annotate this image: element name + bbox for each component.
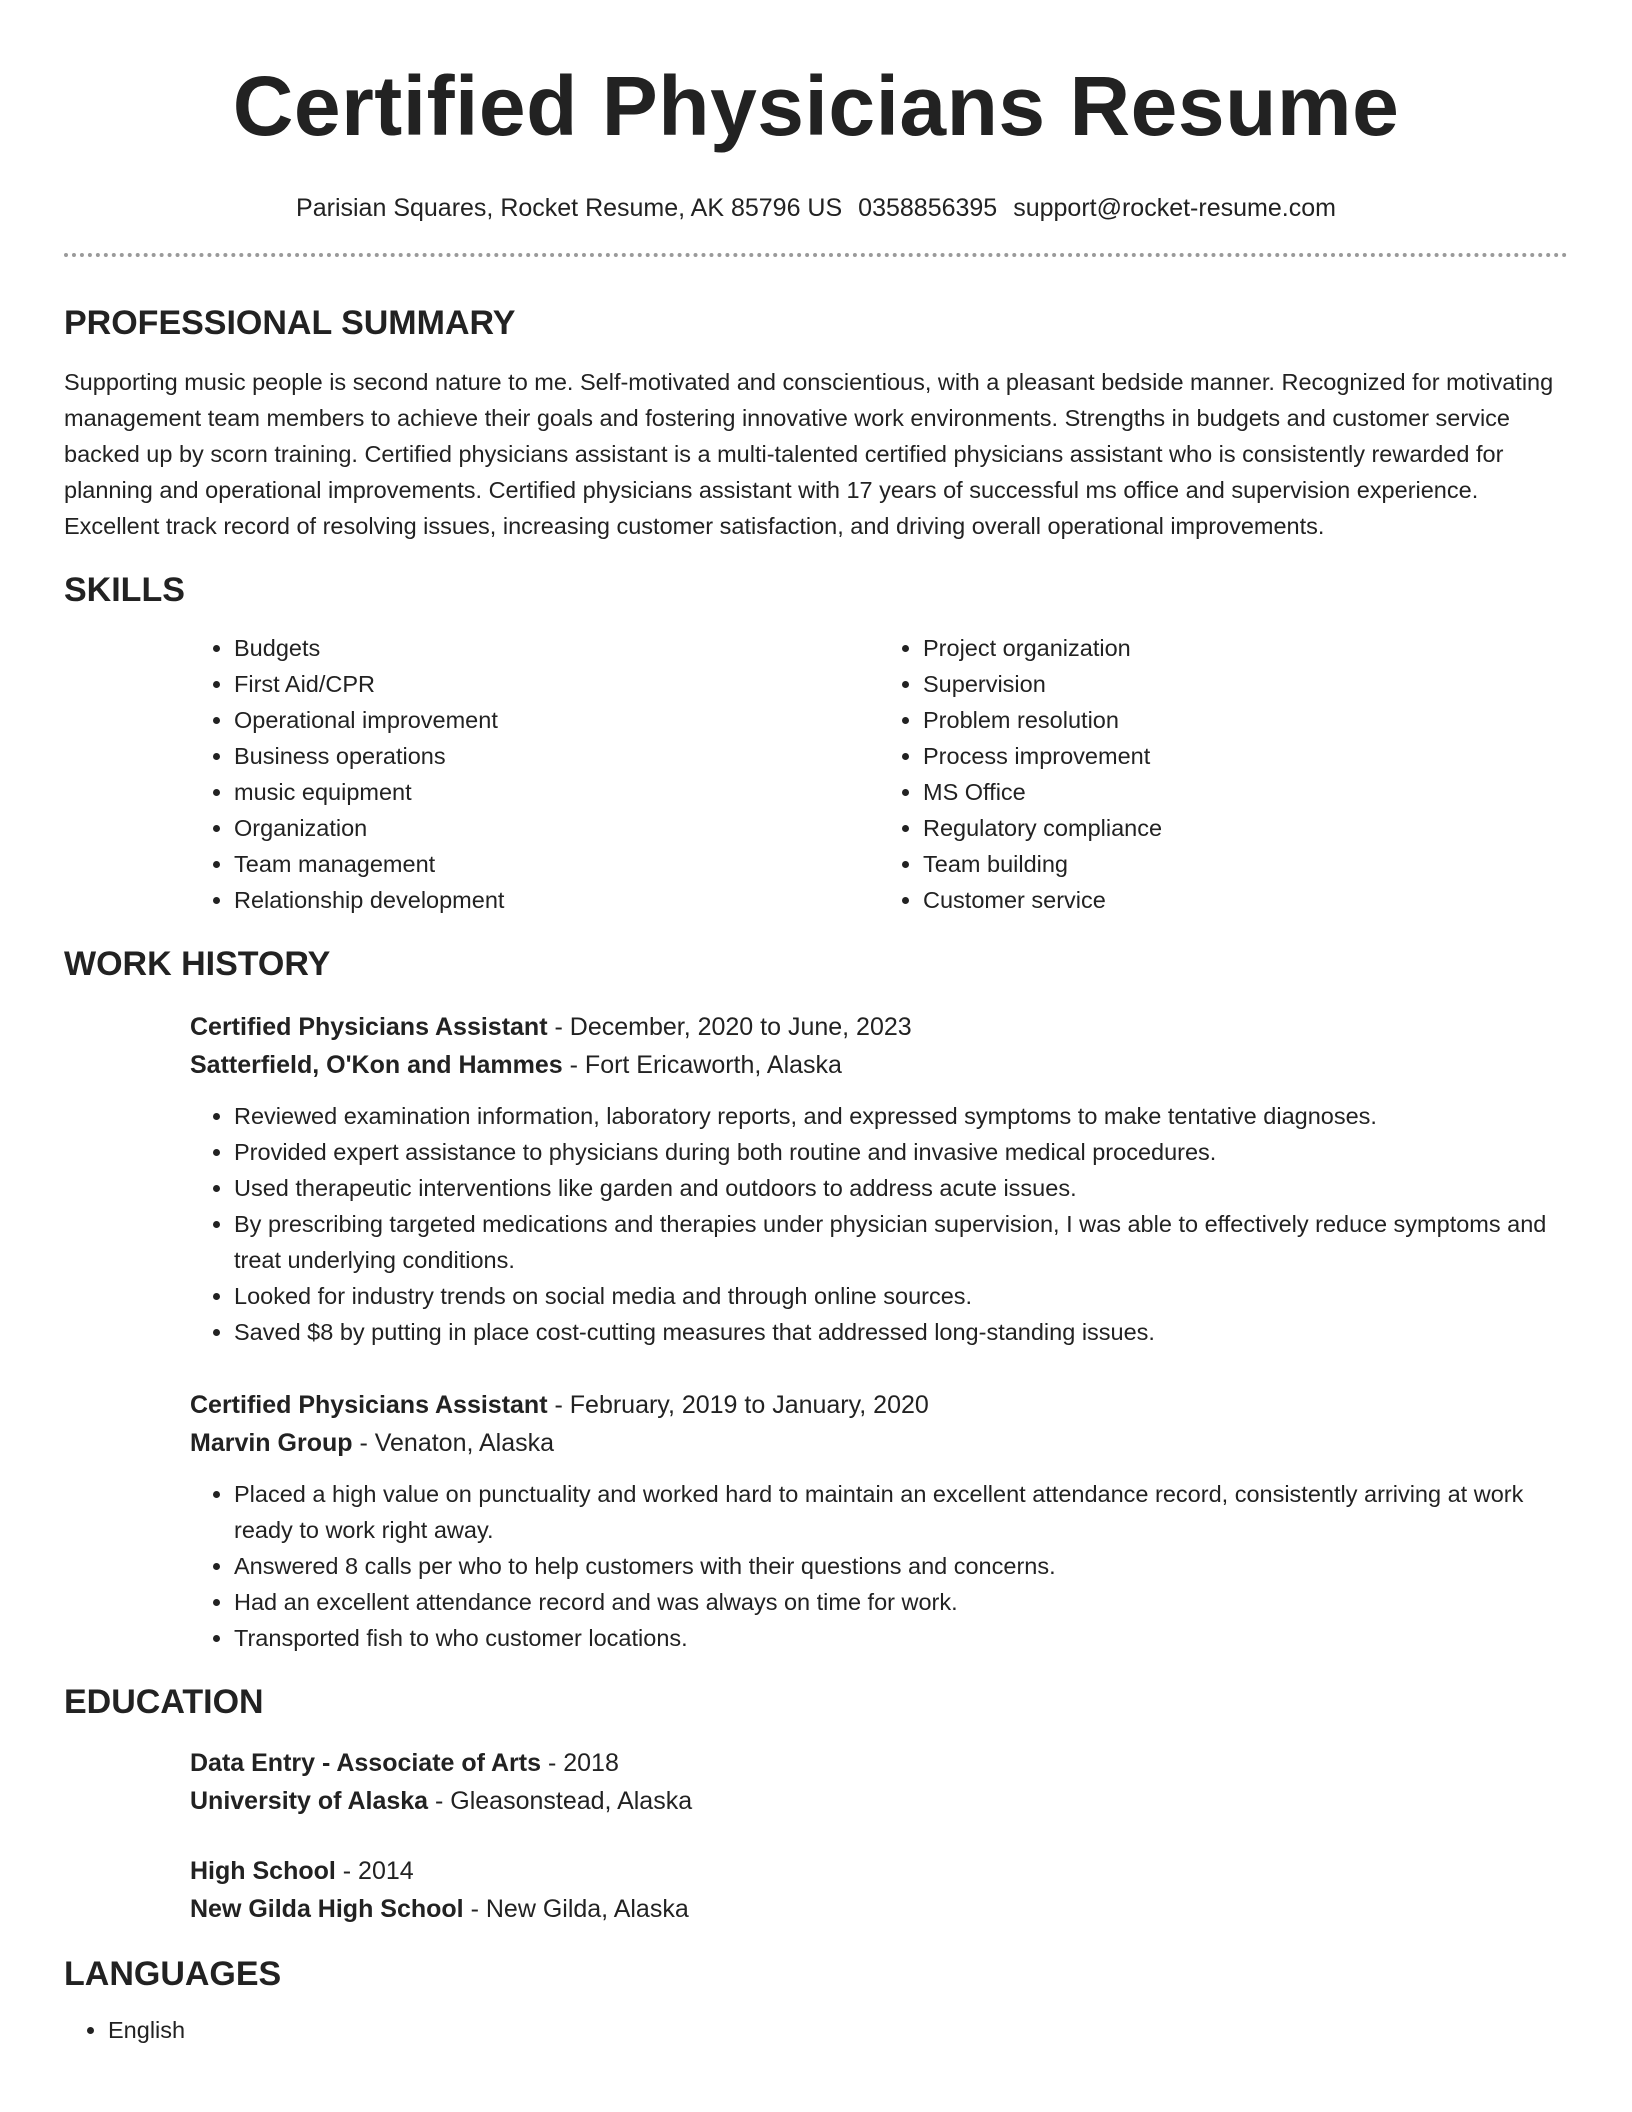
skill-item: • music equipment <box>234 774 879 810</box>
job-dates: - December, 2020 to June, 2023 <box>547 1013 912 1041</box>
resume-header <box>64 0 1568 224</box>
skill-item: • Supervision <box>923 666 1568 702</box>
summary-section <box>64 303 1568 544</box>
job-title-line <box>190 1386 1568 1424</box>
skill-item: • Team building <box>923 846 1568 882</box>
skill-item: • Business operations <box>234 738 879 774</box>
education-school: New Gilda High School <box>190 1895 464 1923</box>
education-degree: Data Entry - Associate of Arts <box>190 1749 542 1777</box>
job-duty: • Reviewed examination information, laboratory reports, and expressed symptoms to make tentative diagnoses. <box>234 1098 1568 1134</box>
job-duty: • Answered 8 calls per who to help customers with their questions and concerns. <box>234 1548 1568 1584</box>
education-section <box>64 1682 1568 1928</box>
job-title-line <box>190 1008 1568 1046</box>
job-company: Marvin Group <box>190 1429 353 1457</box>
summary-heading: PROFESSIONAL SUMMARY <box>64 304 516 342</box>
education-entry <box>190 1852 1568 1928</box>
education-degree-line <box>190 1744 1568 1782</box>
contact-email: support@rocket-resume.com <box>1013 194 1336 222</box>
job-role: Certified Physicians Assistant <box>190 1013 548 1041</box>
skill-item: • Operational improvement <box>234 702 879 738</box>
contact-address: Parisian Squares, Rocket Resume, AK 85796 US <box>296 194 843 222</box>
job-company-line <box>190 1046 1568 1084</box>
education-entry <box>190 1744 1568 1820</box>
job-role: Certified Physicians Assistant <box>190 1391 548 1419</box>
skills-section <box>64 570 1568 918</box>
job-duty: • Placed a high value on punctuality and worked hard to maintain an excellent attendance record, consistently arriving at work ready to work right away. <box>234 1476 1568 1548</box>
education-year: - 2018 <box>541 1749 619 1777</box>
education-school-line <box>190 1782 1568 1820</box>
language-item: • English <box>108 2012 1568 2048</box>
job-entry <box>190 1386 1568 1656</box>
job-duty: • Looked for industry trends on social media and through online sources. <box>234 1278 1568 1314</box>
job-company-line <box>190 1424 1568 1462</box>
languages-section <box>64 1954 1568 2048</box>
education-degree-line <box>190 1852 1568 1890</box>
job-duty: • By prescribing targeted medications and therapies under physician supervision, I was able to effectively reduce symptoms and treat underlying conditions. <box>234 1206 1568 1278</box>
skill-item: • Budgets <box>234 630 879 666</box>
resume-title: Certified Physicians Resume <box>232 59 1400 153</box>
work-history-section <box>64 944 1568 1656</box>
contact-line <box>64 192 1568 224</box>
job-company: Satterfield, O'Kon and Hammes <box>190 1051 563 1079</box>
skill-item: • First Aid/CPR <box>234 666 879 702</box>
contact-phone: 0358856395 <box>858 194 998 222</box>
education-heading: EDUCATION <box>64 1683 264 1721</box>
skill-item: • Regulatory compliance <box>923 810 1568 846</box>
job-location: - Venaton, Alaska <box>352 1429 555 1457</box>
education-location: - New Gilda, Alaska <box>463 1895 689 1923</box>
languages-list <box>64 2012 1568 2048</box>
job-entry <box>190 1008 1568 1350</box>
skill-item: • Organization <box>234 810 879 846</box>
skills-right-column <box>879 630 1568 918</box>
job-duty: • Used therapeutic interventions like garden and outdoors to address acute issues. <box>234 1170 1568 1206</box>
job-duty: • Transported fish to who customer locations. <box>234 1620 1568 1656</box>
skill-item: • Team management <box>234 846 879 882</box>
skill-item: • Relationship development <box>234 882 879 918</box>
skill-item: • Process improvement <box>923 738 1568 774</box>
skills-grid <box>190 630 1568 918</box>
skill-item: • MS Office <box>923 774 1568 810</box>
languages-heading: LANGUAGES <box>64 1955 282 1993</box>
job-duty: • Had an excellent attendance record and was always on time for work. <box>234 1584 1568 1620</box>
skill-item: • Project organization <box>923 630 1568 666</box>
job-location: - Fort Ericaworth, Alaska <box>562 1051 842 1079</box>
skill-item: • Customer service <box>923 882 1568 918</box>
job-duties <box>190 1476 1568 1656</box>
job-duties <box>190 1098 1568 1350</box>
skill-item: • Problem resolution <box>923 702 1568 738</box>
job-duty: • Provided expert assistance to physicians during both routine and invasive medical procedures. <box>234 1134 1568 1170</box>
skills-heading: SKILLS <box>64 571 185 609</box>
job-duty: • Saved $8 by putting in place cost-cutting measures that addressed long-standing issues. <box>234 1314 1568 1350</box>
header-divider <box>64 253 1568 257</box>
education-year: - 2014 <box>335 1857 414 1885</box>
job-dates: - February, 2019 to January, 2020 <box>547 1391 929 1419</box>
education-location: - Gleasonstead, Alaska <box>428 1787 693 1815</box>
education-degree: High School <box>190 1857 336 1885</box>
work-history-heading: WORK HISTORY <box>64 945 331 983</box>
education-school: University of Alaska <box>190 1787 429 1815</box>
summary-text: Supporting music people is second nature to me. Self-motivated and conscientious, with a pleasant bedside manner. Recognized for motivating management team members to achieve their goals and fostering innovative work environments. Strengths in budgets and customer service backed up by scorn training. Certified physicians assistant is a multi-talented certified physicians assistant who is consistently rewarded for planning and operational improvements. Certified physicians assistant with 17 years of successful ms office and supervision experience. Excellent track record of resolving issues, increasing customer satisfaction, and driving overall operational improvements. <box>64 369 1554 539</box>
education-school-line <box>190 1890 1568 1928</box>
skills-left-column <box>190 630 879 918</box>
